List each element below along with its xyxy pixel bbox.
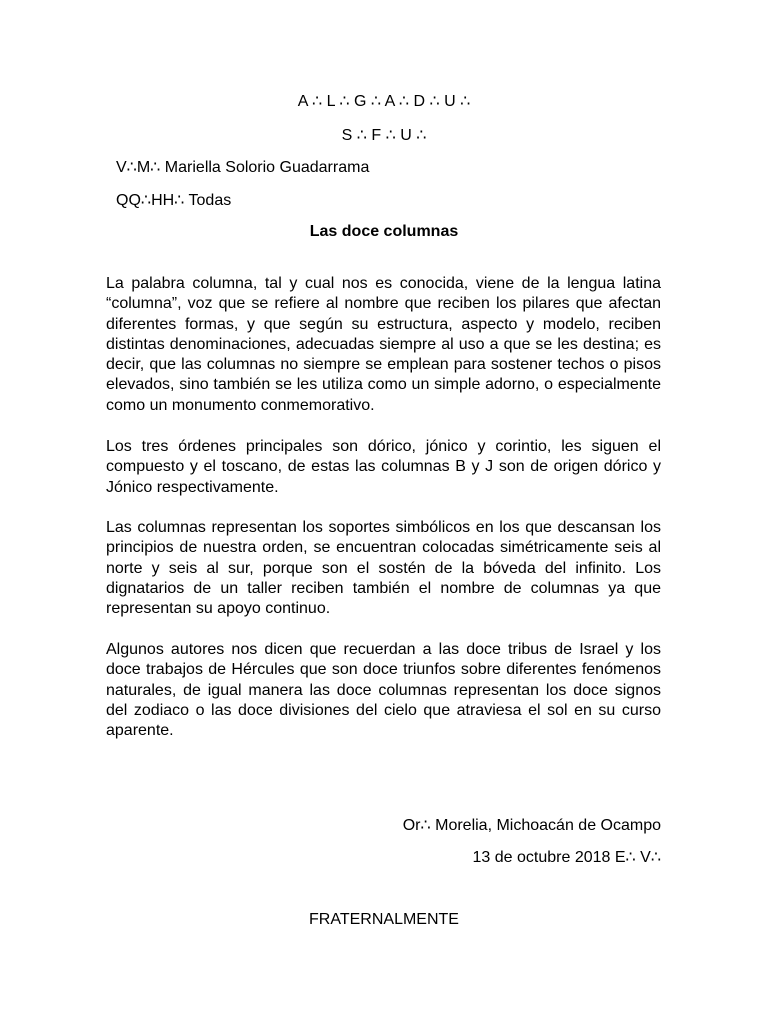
lodge-header-line-1: A ∴ L ∴ G ∴ A ∴ D ∴ U ∴	[297, 93, 471, 110]
addressee: V∴M∴ Mariella Solorio Guadarrama	[116, 159, 370, 176]
closing-salutation: FRATERNALMENTE	[309, 911, 459, 928]
lodge-header-line-2: S ∴ F ∴ U ∴	[341, 127, 427, 144]
paragraph-3: Las columnas representan los soportes simbólicos en los que descansan los principios de nuestra orden, se encuentran colocadas simétricamente seis al norte y seis al sur, porque son el sostén de la bóveda del infinito. Los dignatarios de un taller reciben también el nombre de columnas ya que representan su apoyo continuo.	[106, 519, 661, 618]
recipients: QQ∴HH∴ Todas	[116, 192, 232, 209]
document-title: Las doce columnas	[309, 223, 459, 240]
paragraph-2: Los tres órdenes principales son dórico, jónico y corintio, les siguen el compuesto y el toscano, de estas las columnas B y J son de origen dórico y Jónico respectivamente.	[106, 438, 661, 496]
paragraph-4: Algunos autores nos dicen que recuerdan a las doce tribus de Israel y los doce trabajos de Hércules que son doce triunfos sobre diferentes fenómenos naturales, de igual manera las doce columnas representan los doce signos del zodiaco o las doce divisiones del cielo que atraviesa el sol en su curso aparente.	[106, 641, 661, 740]
place-line: Or∴ Morelia, Michoacán de Ocampo	[402, 817, 661, 834]
paragraph-1: La palabra columna, tal y cual nos es conocida, viene de la lengua latina “columna”, voz que se refiere al nombre que reciben los pilares que afectan diferentes formas, y que según su estructura, aspecto y modelo, reciben distintas denominaciones, adecuadas siempre al uso a que se les destina; es decir, que las columnas no siempre se emplean para sostener techos o pisos elevados, sino también se les utiliza como un simple adorno, o especialmente como un monumento conmemorativo.	[106, 275, 661, 414]
date-line: 13 de octubre 2018 E∴ V∴	[472, 849, 661, 866]
